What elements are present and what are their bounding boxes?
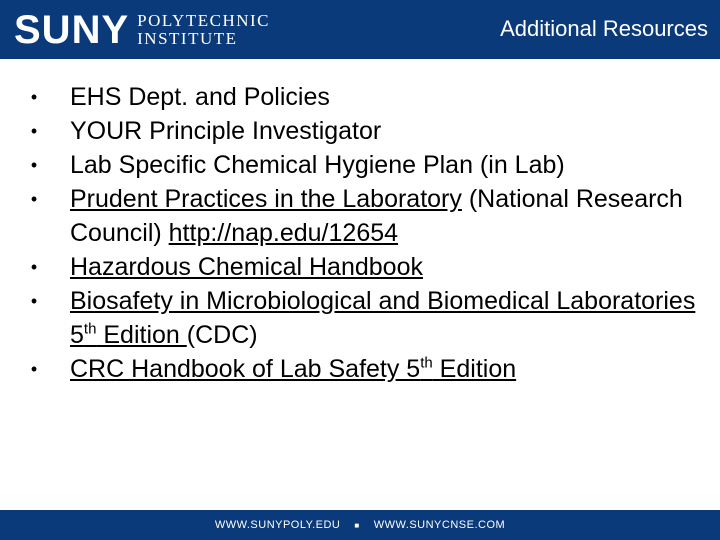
list-item — [24, 352, 704, 386]
footer-link-sunypoly[interactable]: WWW.SUNYPOLY.EDU — [214, 519, 341, 531]
biosafety-link-text-end: Edition — [96, 321, 187, 349]
logo-line-2: INSTITUTE — [137, 29, 238, 48]
item-text: (National Research Council) — [70, 185, 683, 247]
item-text: EHS Dept. and Policies — [70, 83, 330, 111]
list-item — [24, 148, 704, 182]
logo-suny-text: SUNY — [14, 8, 130, 52]
list-item — [24, 182, 704, 250]
footer-bar — [0, 510, 720, 540]
list-item — [24, 250, 704, 284]
prudent-practices-link[interactable]: Prudent Practices in the Laboratory — [70, 185, 462, 213]
resource-list — [24, 80, 704, 386]
item-text: Lab Specific Chemical Hygiene Plan (in Lab) — [70, 151, 565, 179]
crc-handbook-link[interactable] — [70, 355, 516, 383]
list-item — [24, 284, 704, 352]
slide-title: Additional Resources — [500, 16, 708, 41]
item-text: (CDC) — [186, 321, 258, 349]
superscript: th — [420, 354, 433, 372]
item-text: YOUR Principle Investigator — [70, 117, 382, 145]
logo-line-1: POLYTECHNIC — [137, 11, 270, 30]
slide-content — [24, 80, 704, 386]
bullet-icon: • — [30, 189, 38, 209]
hazardous-handbook-link[interactable]: Hazardous Chemical Handbook — [70, 253, 423, 281]
bullet-icon: • — [30, 359, 38, 379]
bullet-icon: • — [30, 121, 38, 141]
logo-subtitle — [137, 12, 270, 48]
biosafety-link[interactable] — [70, 287, 695, 349]
suny-poly-logo[interactable] — [14, 8, 270, 52]
biosafety-link-text: Biosafety in Microbiological and Biomedical Laboratories 5 — [70, 287, 696, 349]
separator-icon: ■ — [354, 520, 360, 530]
superscript: th — [83, 320, 97, 338]
crc-link-text-end: Edition — [432, 355, 517, 383]
list-item — [24, 80, 704, 114]
bullet-icon: • — [30, 87, 38, 107]
bullet-icon: • — [30, 257, 38, 277]
bullet-icon: • — [30, 155, 38, 175]
header-bar — [0, 0, 720, 59]
bullet-icon: • — [30, 291, 38, 311]
nap-url-link[interactable]: http://nap.edu/12654 — [168, 219, 399, 247]
footer-link-sunycnse[interactable]: WWW.SUNYCNSE.COM — [373, 519, 506, 531]
crc-link-text: CRC Handbook of Lab Safety 5 — [70, 355, 421, 383]
list-item — [24, 114, 704, 148]
